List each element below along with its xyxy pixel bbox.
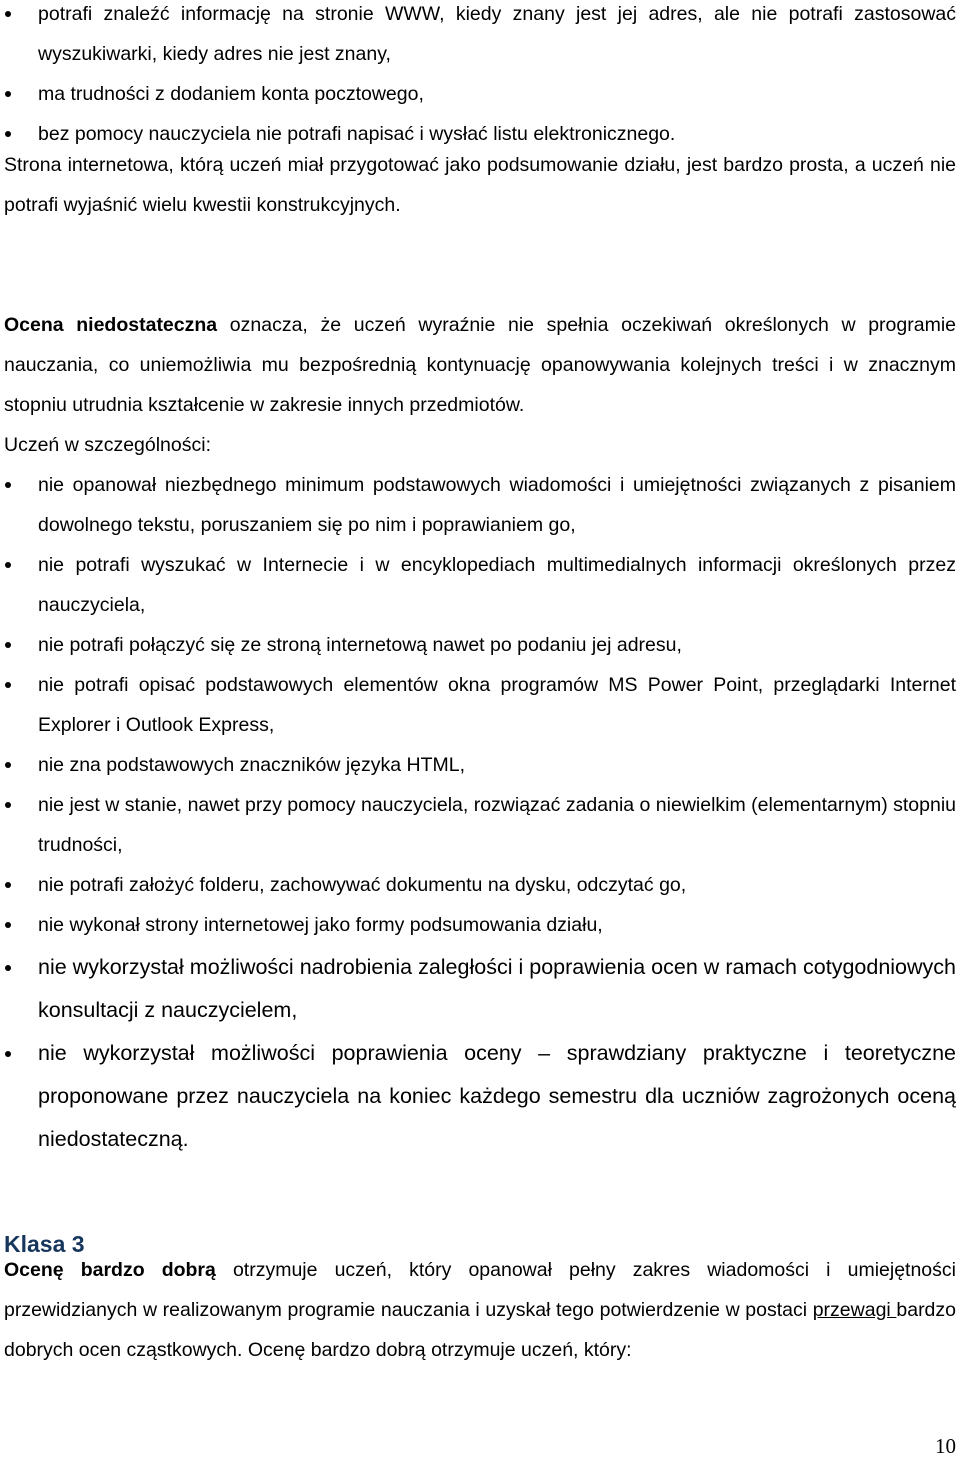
list-item: nie potrafi połączyć się ze stroną internetową nawet po podaniu jej adresu, (38, 625, 956, 665)
list-item: ma trudności z dodaniem konta pocztowego, (38, 74, 956, 114)
insufficient-grade-paragraph (4, 305, 956, 425)
list-item: nie wykorzystał możliwości poprawienia oceny – sprawdziany praktyczne i teoretyczne proponowane przez nauczyciela na koniec każdego semestru dla uczniów zagrożonych oceną niedostateczną. (38, 1032, 956, 1161)
list-item: nie jest w stanie, nawet przy pomocy nauczyciela, rozwiązać zadania o niewielkim (elementarnym) stopniu trudności, (38, 785, 956, 865)
list-item: nie potrafi wyszukać w Internecie i w encyklopediach multimedialnych informacji określonych przez nauczyciela, (38, 545, 956, 625)
page-number: 10 (935, 1434, 956, 1458)
grade-description-part-2: bardzo dobrych ocen cząstkowych. Ocenę bardzo dobrą otrzymuje uczeń, który: (4, 1299, 956, 1361)
list-item: bez pomocy nauczyciela nie potrafi napisać i wysłać listu elektronicznego. (38, 114, 956, 154)
insufficient-grade-term: Ocena niedostateczna (4, 314, 218, 336)
class-3-grade-paragraph (4, 1250, 956, 1370)
grade-term: Ocenę bardzo dobrą (4, 1259, 216, 1281)
list-item: potrafi znaleźć informację na stronie WWW, kiedy znany jest jej adres, ale nie potrafi zastosować wyszukiwarki, kiedy adres nie jest znany, (38, 0, 956, 74)
list-item: nie zna podstawowych znaczników języka HTML, (38, 745, 956, 785)
list-item: nie potrafi opisać podstawowych elementów okna programów MS Power Point, przeglądarki Internet Explorer i Outlook Express, (38, 665, 956, 745)
large-bullet-list (38, 946, 956, 1161)
class-heading: Klasa 3 (4, 1231, 85, 1258)
website-note: Strona internetowa, którą uczeń miał przygotować jako podsumowanie działu, jest bardzo prosta, a uczeń nie potrafi wyjaśnić wielu kwestii konstrukcyjnych. (4, 154, 956, 216)
top-bullet-list (38, 0, 956, 154)
grade-description-part-1: otrzymuje uczeń, który opanował pełny zakres wiadomości i umiejętności przewidzianych w realizowanym programie nauczania i uzyskał tego potwierdzenie w postaci (4, 1259, 956, 1321)
list-item: nie wykorzystał możliwości nadrobienia zaległości i poprawienia ocen w ramach cotygodniowych konsultacji z nauczycielem, (38, 946, 956, 1032)
particulars-label: Uczeń w szczególności: (4, 434, 211, 456)
insufficient-grade-bullet-list (38, 465, 956, 945)
list-item: nie opanował niezbędnego minimum podstawowych wiadomości i umiejętności związanych z pisaniem dowolnego tekstu, poruszaniem się po nim i poprawianiem go, (38, 465, 956, 545)
underlined-word: przewagi (812, 1299, 897, 1321)
list-item: nie wykonał strony internetowej jako formy podsumowania działu, (38, 905, 956, 945)
list-item: nie potrafi założyć folderu, zachowywać dokumentu na dysku, odczytać go, (38, 865, 956, 905)
insufficient-grade-definition: oznacza, że uczeń wyraźnie nie spełnia oczekiwań określonych w programie nauczania, co uniemożliwia mu bezpośrednią kontynuację opanowywania kolejnych treści i w znacznym stopniu utrudnia kształcenie w zakresie innych przedmiotów. (4, 314, 956, 416)
